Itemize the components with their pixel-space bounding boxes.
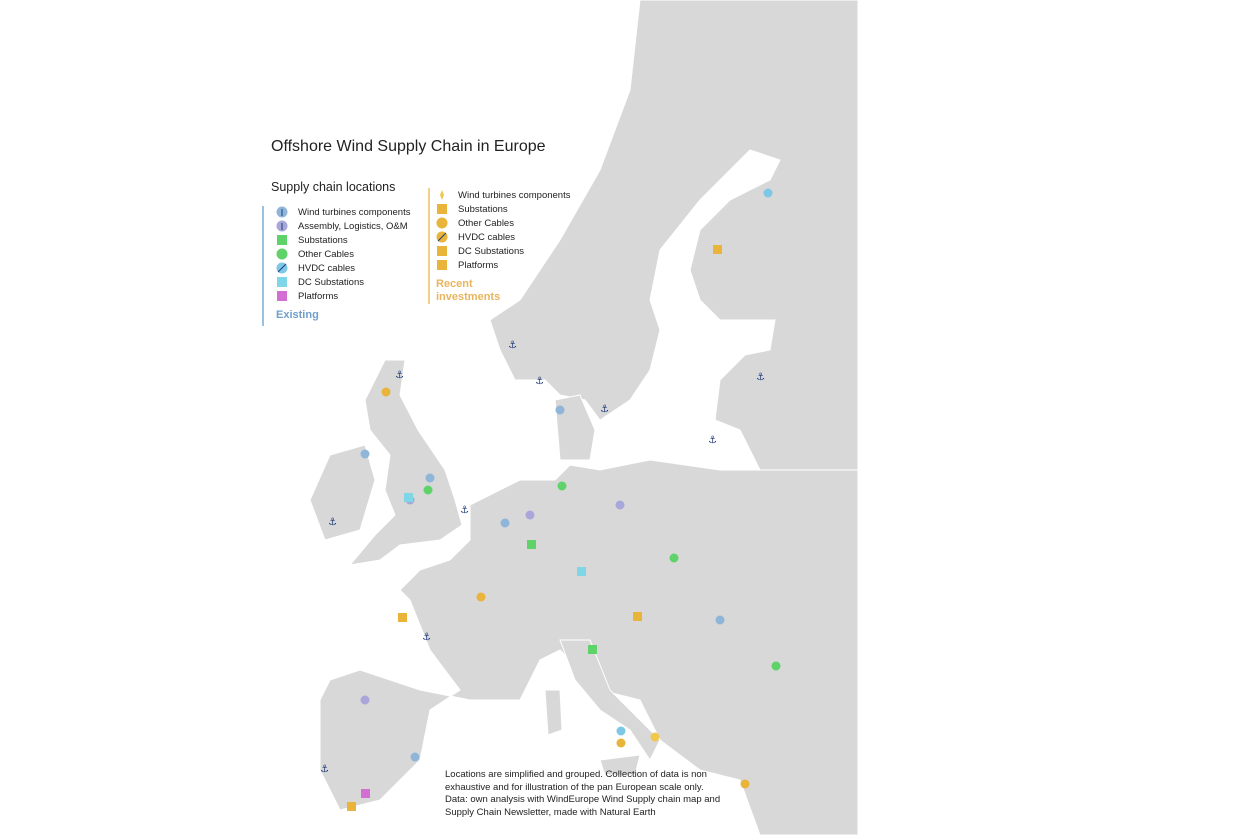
- anchor-icon: ⚓: [708, 435, 717, 446]
- legend-label: DC Substations: [458, 245, 525, 257]
- legend-label: Substations: [458, 203, 508, 215]
- marker-cable-recent: [741, 780, 750, 789]
- marker-turbine-existing: [556, 406, 565, 415]
- platform-icon: [276, 290, 288, 302]
- legend-label: Wind turbines components: [298, 206, 411, 218]
- ireland-land: [310, 445, 375, 540]
- dc-substation-icon: [436, 245, 448, 257]
- marker-dc-substation-existing: [577, 567, 586, 576]
- legend-existing-bar: [262, 206, 264, 326]
- legend-existing: [276, 205, 410, 321]
- marker-substation-existing: [588, 645, 597, 654]
- legend-item: [436, 216, 570, 230]
- legend-item: [436, 244, 570, 258]
- legend-item: [276, 219, 410, 233]
- legend-item: [276, 261, 410, 275]
- sardinia-land: [545, 690, 562, 735]
- legend-item: [276, 289, 410, 303]
- turbine-icon: [276, 206, 288, 218]
- marker-cable-existing: [558, 482, 567, 491]
- legend-recent: [436, 188, 570, 304]
- legend-label: Platforms: [458, 259, 499, 271]
- legend-recent-bar: [428, 188, 430, 304]
- anchor-icon: ⚓: [535, 376, 544, 387]
- anchor-icon: ⚓: [328, 517, 337, 528]
- legend-label: DC Substations: [298, 276, 365, 288]
- wrench-icon: [276, 220, 288, 232]
- anchor-icon: ⚓: [395, 370, 404, 381]
- marker-turbine-existing: [411, 753, 420, 762]
- substation-icon: [436, 203, 448, 215]
- marker-turbine-recent: [651, 733, 660, 742]
- anchor-icon: ⚓: [422, 632, 431, 643]
- legend-item: [276, 233, 410, 247]
- legend-item: [276, 275, 410, 289]
- legend-label: Other Cables: [458, 217, 514, 229]
- marker-cable-recent: [382, 388, 391, 397]
- marker-hvdc-recent: [617, 739, 626, 748]
- marker-turbine-existing: [716, 616, 725, 625]
- legend-existing-label: Existing: [276, 309, 319, 321]
- legend-label: Wind turbines components: [458, 189, 571, 201]
- legend-item: [276, 247, 410, 261]
- marker-turbine-existing: [501, 519, 510, 528]
- land-masses: [310, 0, 858, 835]
- marker-hvdc-recent: [477, 593, 486, 602]
- legend-item: [436, 230, 570, 244]
- dc-substation-icon: [276, 276, 288, 288]
- legend-item: [436, 188, 570, 202]
- legend-item: [436, 202, 570, 216]
- cable-icon: [436, 217, 448, 229]
- legend-item: [436, 258, 570, 272]
- anchor-icon: ⚓: [508, 340, 517, 351]
- marker-substation-existing: [527, 540, 536, 549]
- legend-label: HVDC cables: [458, 231, 516, 243]
- anchor-icon: ⚓: [460, 505, 469, 516]
- marker-cable-existing: [424, 486, 433, 495]
- anchor-icon: ⚓: [600, 404, 609, 415]
- substation-icon: [276, 234, 288, 246]
- marker-turbine-existing: [361, 450, 370, 459]
- legend-label: Platforms: [298, 290, 339, 302]
- marker-substation-recent: [633, 612, 642, 621]
- marker-substation-recent: [347, 802, 356, 811]
- marker-turbine-existing: [426, 474, 435, 483]
- marker-cable-existing: [670, 554, 679, 563]
- turbine-icon: [436, 189, 448, 201]
- map-note: Locations are simplified and grouped. Collection of data is non exhaustive and for illustration of the pan European scale only. Data: own analysis with WindEurope Wind Supply chain map and Supply Chain Newsletter, made with Natural Earth: [445, 769, 721, 818]
- platform-icon: [436, 259, 448, 271]
- cable-icon: [276, 248, 288, 260]
- legend-label: Substations: [298, 234, 348, 246]
- marker-substation-recent: [713, 245, 722, 254]
- legend-label: HVDC cables: [298, 262, 356, 274]
- marker-assembly-existing: [616, 501, 625, 510]
- marker-hvdc-existing: [764, 189, 773, 198]
- hvdc-icon: [276, 262, 288, 274]
- marker-platform-existing: [361, 789, 370, 798]
- anchor-icon: ⚓: [756, 372, 765, 383]
- legend-label: Other Cables: [298, 248, 354, 260]
- anchor-icon: ⚓: [320, 764, 329, 775]
- legend-recent-label: Recent investments: [436, 278, 501, 303]
- hvdc-icon: [436, 231, 448, 243]
- marker-hvdc-existing: [617, 727, 626, 736]
- marker-assembly-existing: [526, 511, 535, 520]
- marker-platform-recent: [398, 613, 407, 622]
- page-title: Offshore Wind Supply Chain in Europe: [271, 138, 546, 155]
- marker-cable-existing: [772, 662, 781, 671]
- legend-subtitle: Supply chain locations: [271, 180, 396, 194]
- legend-item: [276, 205, 410, 219]
- marker-dc-substation-existing: [404, 493, 413, 502]
- legend-label: Assembly, Logistics, O&M: [298, 220, 408, 232]
- marker-assembly-existing: [361, 696, 370, 705]
